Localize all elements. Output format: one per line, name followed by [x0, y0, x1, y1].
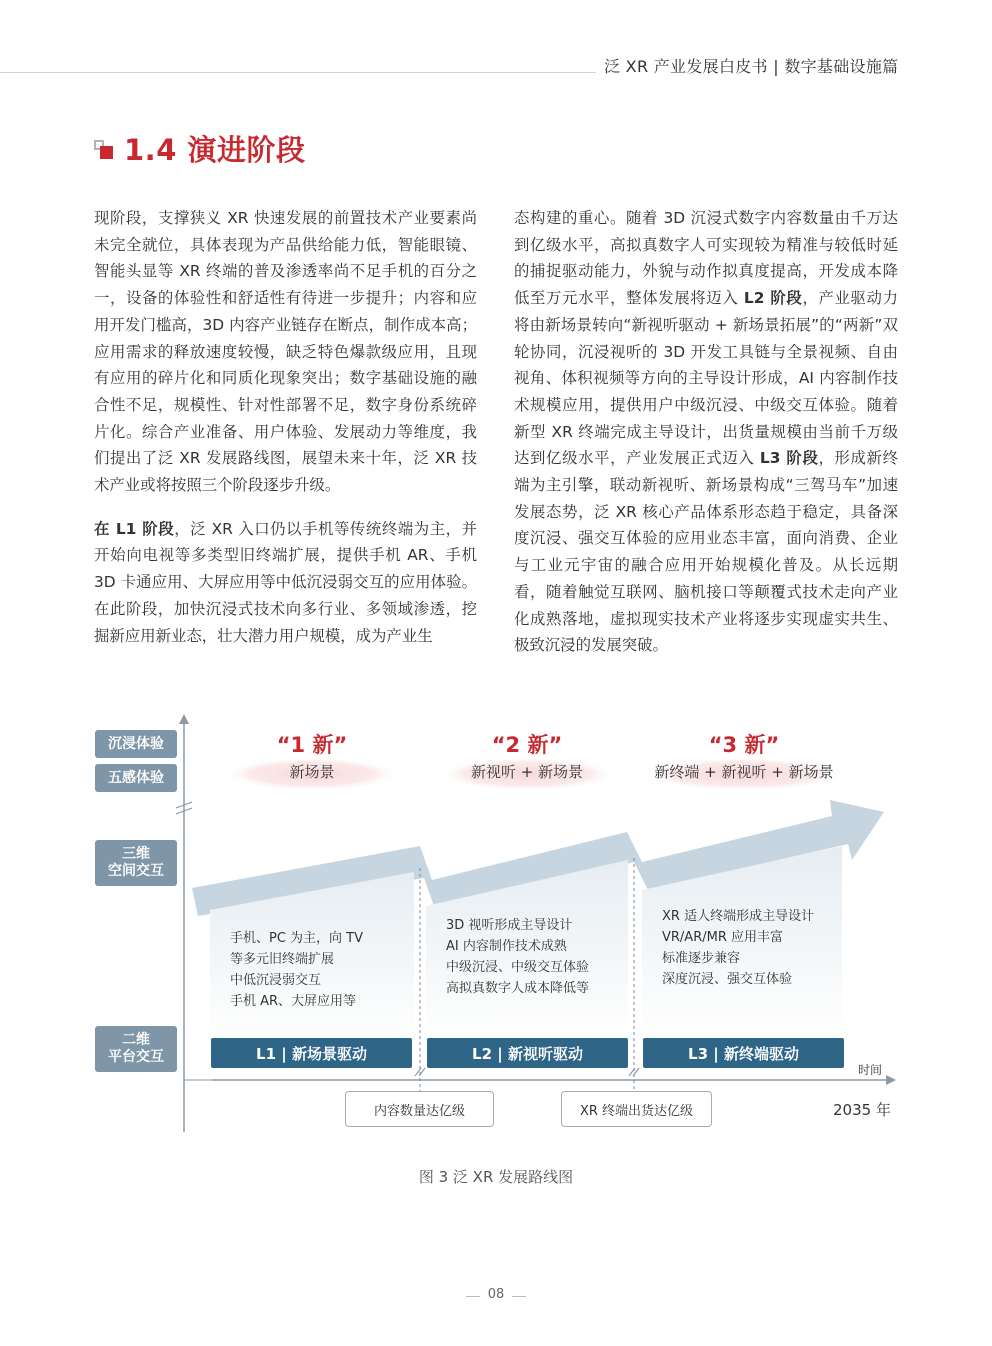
- stage-3-subtitle: 新终端 + 新视听 + 新场景: [654, 763, 834, 781]
- stage-1-tag: “1 新”: [276, 733, 348, 757]
- description-line: 中级沉浸、中级交互体验: [446, 960, 590, 975]
- stage-l1-label: L1 | 新场景驱动: [211, 1038, 412, 1068]
- y-label-immersive: 沉浸体验: [95, 730, 177, 758]
- section-title: 1.4 演进阶段: [124, 133, 306, 167]
- description-line: 手机 AR、大屏应用等: [230, 994, 357, 1009]
- description-line: 中低沉浸弱交互: [230, 973, 322, 988]
- description-line: 高拟真数字人成本降低等: [446, 981, 590, 996]
- description-line: 等多元旧终端扩展: [230, 952, 335, 967]
- stage-1-subtitle: 新场景: [289, 763, 335, 781]
- description-line: 深度沉浸、强交互体验: [662, 972, 793, 987]
- stage-3-tag: “3 新”: [708, 733, 780, 757]
- stage-2-subtitle: 新视听 + 新场景: [470, 763, 584, 781]
- milestone-content-billion: 内容数量达亿级: [345, 1091, 494, 1127]
- y-label-five-senses: 五感体验: [95, 764, 177, 792]
- page-rule-right: [512, 1296, 526, 1297]
- description-line: 标准逐步兼容: [662, 951, 741, 966]
- description-line: AI 内容制作技术成熟: [446, 939, 567, 954]
- paragraph-text: ，产业驱动力将由新场景转向“新视听驱动 + 新场景拓展”的“两新”双轮协同，沉浸视听的 3D 开发工具链与全景视频、自由视角、体积视频等方向的主导设计形成，AI 内容制作技术规模应用，提供用户中级沉浸、中级交互体验。随着新型 XR 终端完成主导设计，出货量规模由当前千万级达到亿级水平，产业发展正式迈入: [514, 289, 898, 468]
- end-year-label: 2035 年: [833, 1101, 891, 1119]
- paragraph-text: ，泛 XR 入口仍以手机等传统终端为主，并开始向电视等多类型旧终端扩展，提供手机 AR、手机 3D 卡通应用、大屏应用等中低沉浸弱交互的应用体验。在此阶段，加快沉浸式技术向多行业、多领域渗透，挖掘新应用新业态，壮大潜力用户规模，成为产业生: [94, 519, 477, 645]
- page-number: 08: [487, 1287, 505, 1302]
- bold-phrase: 在 L1 阶段: [94, 519, 175, 538]
- description-line: 手机、PC 为主，向 TV: [230, 931, 364, 946]
- paragraph: 现阶段，支撑狭义 XR 快速发展的前置技术产业要素尚未完全就位，具体表现为产品供给能力低，智能眼镜、智能头显等 XR 终端的普及渗透率尚不足手机的百分之一，设备的体验性和舒适性有待进一步提升；内容和应用开发门槛高，3D 内容产业链存在断点，制作成本高；应用需求的释放速度较慢，缺乏特色爆款级应用，且现有应用的碎片化和同质化现象突出；数字基础设施的融合性不足，规模性、针对性部署不足，数字身份系统碎片化。综合产业准备、用户体验、发展动力等维度，我们提出了泛 XR 发展路线图，展望未来十年，泛 XR 技术产业或将按照三个阶段逐步升级。: [94, 209, 477, 495]
- stage-2-tag: “2 新”: [491, 733, 563, 757]
- stage-2-description: [446, 915, 589, 999]
- y-label-2d-interaction: 二维 平台交互: [95, 1026, 177, 1072]
- stage-l3-label: L3 | 新终端驱动: [643, 1038, 844, 1068]
- description-line: VR/AR/MR 应用丰富: [662, 930, 783, 945]
- bold-phrase: L2 阶段: [743, 289, 803, 308]
- figure-caption: 图 3 泛 XR 发展路线图: [418, 1168, 574, 1186]
- description-line: 3D 视听形成主导设计: [446, 918, 573, 933]
- paragraph-text: ，形成新终端为主引擎，联动新视听、新场景构成“三驾马车”加速发展态势，泛 XR 核心产品体系形态趋于稳定，具备深度沉浸、强交互体验的应用业态丰富，面向消费、企业与工业元宇宙的融合应用开始规模化普及。从长远期看，随着触觉互联网、脑机接口等颠覆式技术走向产业化成熟落地，虚拟现实技术产业将逐步实现虚实共生、极致沉浸的发展突破。: [514, 449, 898, 655]
- y-label-3d-interaction: 三维 空间交互: [95, 840, 177, 886]
- bold-phrase: L3 阶段: [759, 449, 819, 468]
- paragraph-text: 态构建的重心。随着 3D 沉浸式数字内容数量由千万达到亿级水平，高拟真数字人可实现较为精准与较低时延的捕捉驱动能力，外貌与动作拟真度提高，开发成本降低至万元水平，整体发展将迈入: [514, 209, 898, 308]
- x-axis-label: 时间: [858, 1063, 883, 1077]
- stage-1-description: [230, 928, 363, 1012]
- description-line: XR 适人终端形成主导设计: [662, 909, 815, 924]
- header-title: 泛 XR 产业发展白皮书 | 数字基础设施篇: [604, 57, 899, 76]
- milestone-terminal-billion: XR 终端出货达亿级: [561, 1091, 712, 1127]
- stage-l2-label: L2 | 新视听驱动: [427, 1038, 628, 1068]
- stage-3-description: [662, 906, 814, 990]
